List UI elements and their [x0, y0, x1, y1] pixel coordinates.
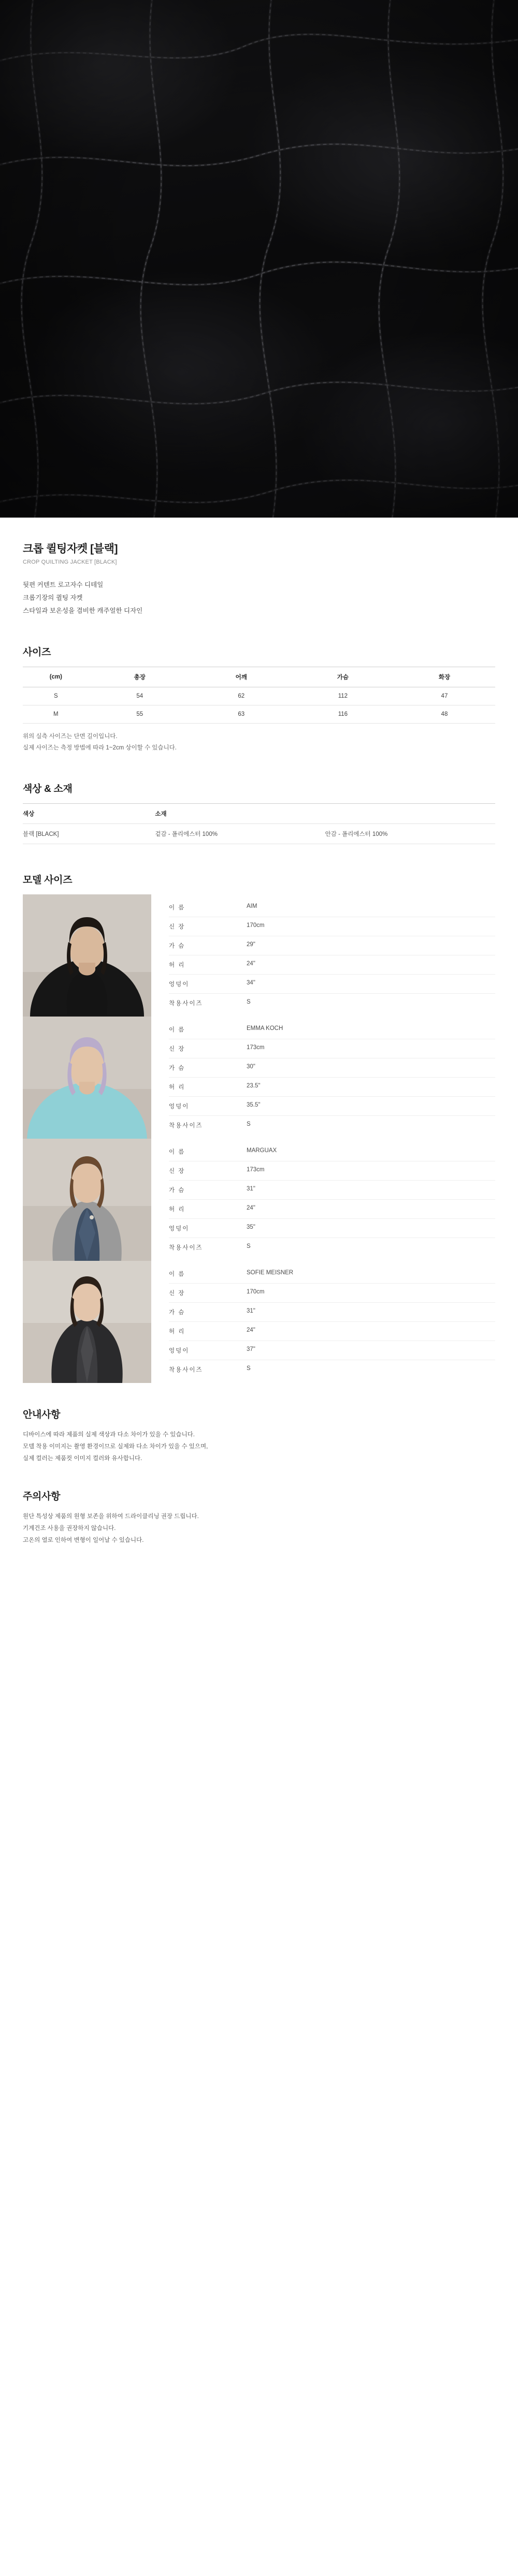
- spec-label-hip: 엉덩이: [169, 1226, 190, 1232]
- spec-row-name: [169, 1142, 495, 1161]
- spec-value-size: S: [247, 999, 251, 1006]
- size-row-s-chest: 112: [292, 687, 394, 705]
- caution-line-3: 고온의 열로 인하여 변형이 일어날 수 있습니다.: [23, 1537, 144, 1543]
- spec-value-waist: 23.5": [247, 1083, 261, 1090]
- spec-row-waist: [169, 1200, 495, 1219]
- spec-label-size: 착용사이즈: [169, 1367, 203, 1374]
- spec-row-hip: [169, 1341, 495, 1360]
- size-table-header-row: [23, 667, 495, 687]
- guide-line-3: 실제 컬러는 제품컷 이미지 컬러와 유사합니다.: [23, 1455, 142, 1462]
- size-header-shoulder: 어깨: [191, 667, 292, 687]
- spec-row-chest: [169, 1058, 495, 1078]
- model-size-heading: 모델 사이즈: [23, 874, 73, 886]
- material-header: 소재: [155, 811, 167, 817]
- size-row-m-length: 55: [89, 705, 191, 724]
- guide-section: [23, 1407, 495, 1465]
- material-lining-value: 안감 - 폴리에스터 100%: [325, 831, 388, 837]
- color-value: 블랙 [BLACK]: [23, 831, 59, 837]
- color-header: 색상: [23, 811, 35, 817]
- description-line-3: 스타일과 보온성을 겸비한 캐주얼한 디자인: [23, 607, 143, 614]
- size-row-s-shoulder: 62: [191, 687, 292, 705]
- spec-label-hip: 엉덩이: [169, 1103, 190, 1110]
- spec-label-height: 신 장: [169, 1290, 185, 1297]
- color-material-value-row: [23, 824, 495, 844]
- spec-row-waist: [169, 1078, 495, 1097]
- spec-value-name: EMMA KOCH: [247, 1025, 283, 1032]
- spec-label-hip: 엉덩이: [169, 1348, 190, 1355]
- material-outer-value: 겉감 - 폴리에스터 100%: [155, 831, 218, 837]
- spec-row-height: [169, 1284, 495, 1303]
- list-item: [23, 1139, 495, 1261]
- model-size-section: [23, 869, 495, 1383]
- spec-value-height: 170cm: [247, 1289, 265, 1296]
- list-item: [23, 894, 495, 1017]
- spec-value-hip: 35": [247, 1224, 255, 1231]
- list-item: [23, 1261, 495, 1383]
- hero-product-image: [0, 0, 518, 518]
- spec-value-chest: 29": [247, 941, 255, 948]
- description-line-1: 뒷편 커텐트 로고자수 디테일: [23, 581, 104, 588]
- spec-value-size: S: [247, 1365, 251, 1372]
- spec-label-chest: 가 슴: [169, 943, 185, 950]
- spec-value-waist: 24": [247, 1205, 255, 1212]
- spec-label-size: 착용사이즈: [169, 1245, 203, 1252]
- model-spec-marguax: [151, 1139, 495, 1261]
- spec-row-chest: [169, 1303, 495, 1322]
- spec-value-size: S: [247, 1243, 251, 1250]
- spec-label-name: 이 름: [169, 1271, 185, 1278]
- detail-content: [0, 540, 518, 1567]
- guide-lines: [23, 1429, 495, 1465]
- spec-label-size: 착용사이즈: [169, 1123, 203, 1129]
- color-material-header-row: [23, 803, 495, 824]
- spec-row-height: [169, 917, 495, 936]
- size-section: [23, 641, 495, 754]
- spec-row-name: [169, 1020, 495, 1039]
- spec-value-hip: 37": [247, 1346, 255, 1353]
- spec-value-chest: 30": [247, 1064, 255, 1070]
- size-header-length: 총장: [89, 667, 191, 687]
- spec-label-waist: 허 리: [169, 962, 185, 969]
- spec-row-waist: [169, 955, 495, 975]
- spec-label-waist: 허 리: [169, 1329, 185, 1335]
- size-section-heading: 사이즈: [23, 647, 51, 658]
- guide-line-2: 모델 착용 이미지는 촬영 환경이므로 실제와 다소 차이가 있을 수 있으며,: [23, 1443, 208, 1450]
- quilt-stitch-pattern: [0, 0, 518, 518]
- spec-value-name: MARGUAX: [247, 1147, 277, 1154]
- size-row-s-label: S: [23, 687, 89, 705]
- size-header-chest: 가슴: [292, 667, 394, 687]
- guide-line-1: 디바이스에 따라 제품의 실제 색상과 다소 차이가 있을 수 있습니다.: [23, 1431, 195, 1438]
- spec-label-height: 신 장: [169, 1046, 185, 1053]
- size-note-line-1: 위의 실측 사이즈는 단면 길이입니다.: [23, 733, 118, 740]
- spec-row-size: [169, 1238, 495, 1257]
- spec-label-height: 신 장: [169, 1168, 185, 1175]
- spec-row-hip: [169, 1219, 495, 1238]
- color-material-heading: 색상 & 소재: [23, 783, 73, 794]
- spec-value-name: AIM: [247, 903, 257, 910]
- spec-value-hip: 35.5": [247, 1102, 261, 1109]
- model-spec-aim: [151, 894, 495, 1017]
- caution-line-2: 기계건조 사용을 권장하지 않습니다.: [23, 1525, 116, 1532]
- product-description: [23, 579, 495, 617]
- spec-value-height: 170cm: [247, 922, 265, 929]
- product-title-ko: 크롭 퀼팅자켓 [블랙]: [23, 543, 118, 555]
- product-title-block: [23, 540, 495, 617]
- model-photo-sofie-meisner: [23, 1261, 151, 1383]
- bottom-spacer: [23, 1547, 495, 1567]
- spec-value-height: 173cm: [247, 1044, 265, 1051]
- caution-heading: 주의사항: [23, 1491, 61, 1502]
- spec-row-hip: [169, 1097, 495, 1116]
- spec-value-name: SOFIE MEISNER: [247, 1270, 294, 1276]
- spec-row-waist: [169, 1322, 495, 1341]
- model-spec-emma-koch: [151, 1017, 495, 1139]
- spec-row-hip: [169, 975, 495, 994]
- spec-value-chest: 31": [247, 1186, 255, 1193]
- product-title-en: CROP QUILTING JACKET [BLACK]: [23, 559, 117, 565]
- size-note-line-2: 실제 사이즈는 측정 방법에 따라 1~2cm 상이할 수 있습니다.: [23, 745, 177, 752]
- spec-label-waist: 허 리: [169, 1084, 185, 1091]
- spec-row-name: [169, 1264, 495, 1284]
- size-row-s-length: 54: [89, 687, 191, 705]
- size-table: [23, 667, 495, 724]
- model-photo-marguax: [23, 1139, 151, 1261]
- color-material-section: [23, 778, 495, 869]
- size-row-m-chest: 116: [292, 705, 394, 724]
- model-photo-emma-koch: [23, 1017, 151, 1139]
- size-header-unit: (cm): [23, 667, 89, 687]
- caution-line-1: 원단 특성상 제품의 원형 보존을 위하여 드라이클리닝 권장 드립니다.: [23, 1513, 199, 1520]
- spec-value-waist: 24": [247, 1327, 255, 1334]
- spec-label-name: 이 름: [169, 905, 185, 911]
- spec-label-size: 착용사이즈: [169, 1000, 203, 1007]
- spec-value-size: S: [247, 1121, 251, 1128]
- spec-row-size: [169, 994, 495, 1012]
- table-row: [23, 687, 495, 705]
- spec-label-chest: 가 슴: [169, 1309, 185, 1316]
- list-item: [23, 1017, 495, 1139]
- spec-label-hip: 엉덩이: [169, 981, 190, 988]
- description-line-2: 크롭기장의 퀼팅 자켓: [23, 594, 83, 601]
- spec-value-hip: 34": [247, 980, 255, 987]
- size-row-m-shoulder: 63: [191, 705, 292, 724]
- model-spec-sofie-meisner: [151, 1261, 495, 1383]
- spec-value-height: 173cm: [247, 1167, 265, 1173]
- table-row: [23, 705, 495, 724]
- size-header-sleeve: 화장: [394, 667, 495, 687]
- guide-heading: 안내사항: [23, 1409, 61, 1420]
- spec-label-waist: 허 리: [169, 1206, 185, 1213]
- size-row-m-label: M: [23, 705, 89, 724]
- spec-label-chest: 가 슴: [169, 1187, 185, 1194]
- size-row-s-sleeve: 47: [394, 687, 495, 705]
- model-photo-aim: [23, 894, 151, 1017]
- spec-row-height: [169, 1039, 495, 1058]
- spec-row-name: [169, 898, 495, 917]
- spec-row-height: [169, 1161, 495, 1181]
- spec-value-chest: 31": [247, 1308, 255, 1315]
- spec-value-waist: 24": [247, 961, 255, 967]
- spec-label-name: 이 름: [169, 1027, 185, 1034]
- spec-row-chest: [169, 936, 495, 955]
- size-note: [23, 731, 495, 754]
- spec-label-chest: 가 슴: [169, 1065, 185, 1072]
- spec-row-chest: [169, 1181, 495, 1200]
- caution-section: [23, 1489, 495, 1547]
- spec-label-height: 신 장: [169, 924, 185, 931]
- spec-row-size: [169, 1116, 495, 1135]
- spec-row-size: [169, 1360, 495, 1379]
- caution-lines: [23, 1511, 495, 1547]
- spec-label-name: 이 름: [169, 1149, 185, 1156]
- size-row-m-sleeve: 48: [394, 705, 495, 724]
